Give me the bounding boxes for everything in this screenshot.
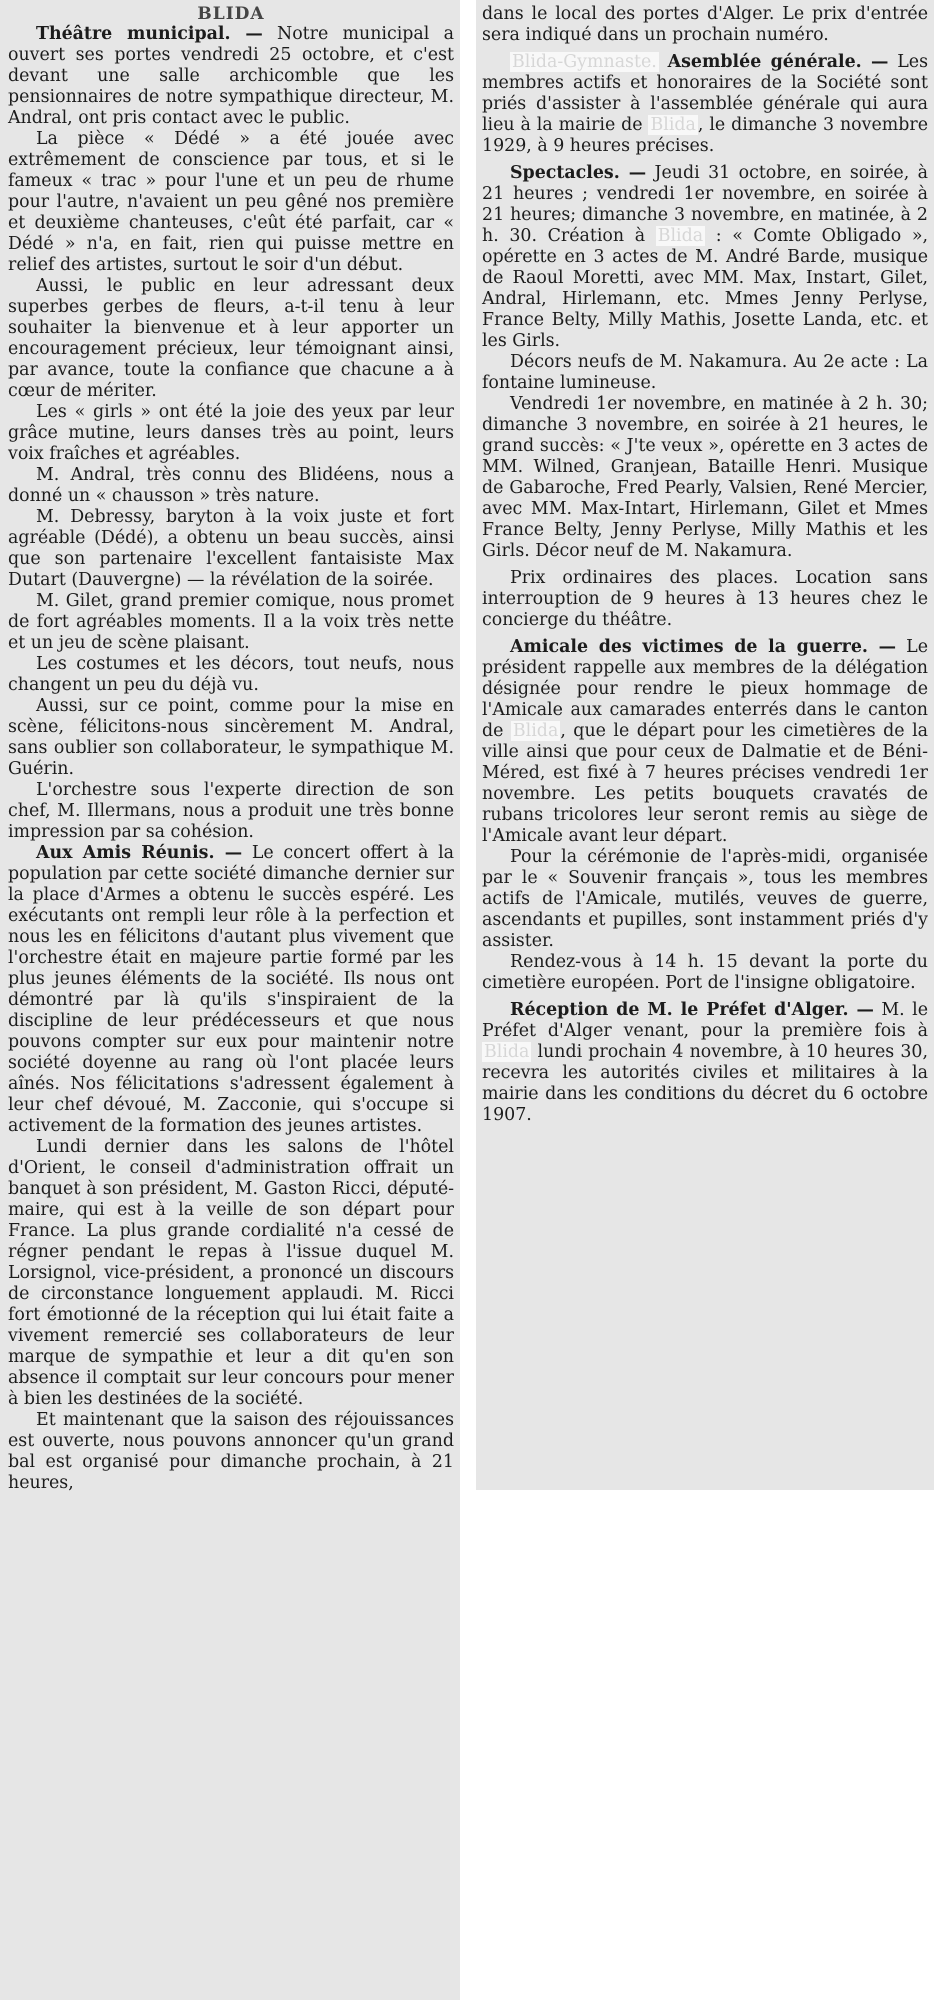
left-column <box>0 0 460 2000</box>
paragraph: M. Debressy, baryton à la voix juste et fort agréable (Dédé), a obtenu un beau succès, ainsi que son partenaire l'excellent fantaisiste Max Dutart (Dauvergne) — la révélation de la soirée. <box>8 507 454 590</box>
paragraph: Prix ordinaires des places. Location sans interrouption de 9 heures à 13 heures chez le concierge du théâtre. <box>482 568 928 630</box>
article-text: Jeudi 31 octobre, en soirée, à 21 heures ; vendredi 1er novembre, en soirée à 21 heures; dimanche 3 novembre, en matinée, à 2 h. 30. Création à <box>482 163 928 246</box>
paragraph: La pièce « Dédé » a été jouée avec extrêmement de conscience par tous, et si le fameux « trac » pour l'une et un peu de rhume pour l'autre, n'avaient un peu gêné nos première et deuxième chanteuses, c'eût été parfait, car « Dédé » n'a, en fait, rien qui puisse mettre en relief des artistes, surtout le soir d'un début. <box>8 129 454 275</box>
article-text: , que le départ pour les cimetières de la ville ainsi que pour ceux de Dalmatie et de Béni-Méred, est fixé à 7 heures précises vendredi 1er novembre. Les petits bouquets cravatés de rubans tricolores leur seront remis au siège de l'Amicale avant leur départ. <box>482 721 929 846</box>
article-prefet <box>482 1000 928 1126</box>
paragraph: Les costumes et les décors, tout neufs, nous changent un peu du déjà vu. <box>8 654 454 695</box>
redacted-highlight: Blida <box>484 1042 530 1062</box>
paragraph: Rendez-vous à 14 h. 15 devant la porte du cimetière européen. Port de l'insigne obligatoire. <box>482 952 928 993</box>
article-text: , le dimanche 3 novembre 1929, à 9 heures précises. <box>482 115 928 156</box>
paragraph: Vendredi 1er novembre, en matinée à 2 h. 30; dimanche 3 novembre, en soirée à 21 heures, le grand succès: « J'te veux », opérette en 3 actes de MM. Wilned, Granjean, Bataille Henri. Musique de Gabaroche, Fred Pearly, Valsien, René Mercier, avec MM. Max-Intart, Hirlemann, Gilet et Mmes France Belty, Jenny Perlyse, Milly Mathis et les Girls. Décor neuf de M. Nakamura. <box>482 394 928 561</box>
article-text: Le président rappelle aux membres de la délégation désignée pour rendre le pieux hommage de l'Amicale aux camarades enterrés dans le canton de <box>482 637 928 741</box>
article-text: lundi prochain 4 novembre, à 10 heures 30, recevra les autorités civiles et militaires à la mairie dans les conditions du décret du 6 octobre 1907. <box>482 1042 928 1125</box>
paragraph: Les « girls » ont été la joie des yeux par leur grâce mutine, leurs danses très au point, leurs voix fraîches et agréables. <box>8 402 454 464</box>
article-title: Spectacles. — <box>510 163 647 183</box>
masthead: BLIDA <box>197 4 265 24</box>
article-theatre <box>8 24 454 129</box>
article-title: Asemblée générale. — <box>667 52 889 72</box>
article-amis-reunis <box>8 843 454 1137</box>
article-spectacles <box>482 163 928 352</box>
paragraph: Décors neufs de M. Nakamura. Au 2e acte : La fontaine lumineuse. <box>482 352 928 393</box>
right-column <box>476 0 934 1490</box>
article-blida-gymnaste <box>482 52 928 157</box>
article-text: M. le Préfet d'Alger venant, pour la première fois à <box>482 1000 928 1041</box>
paragraph: M. Gilet, grand premier comique, nous promet de fort agréables moments. Il a la voix très nette et un jeu de scène plaisant. <box>8 591 454 653</box>
article-text: Le concert offert à la population par cette société dimanche dernier sur la place d'Armes a obtenu le succès espéré. Les exécutants ont rempli leur rôle à la perfection et nous les en félicitons d'autant plus vivement que l'orchestre était en majeure partie formé par les plus jeunes éléments de la société. Ils nous ont démontré par là qu'ils s'inspiraient de la discipline de leur prédécesseurs et que nous pouvons compter sur eux pour maintenir notre société doyenne au rang où l'ont placée leurs aînés. Nos félicitations s'adressent également à leur chef dévoué, M. Zacconie, qui s'occupe si activement de la formation des jeunes artistes. <box>8 843 454 1136</box>
article-text: : « Comte Obligado », opérette en 3 actes de M. André Barde, musique de Raoul Moretti, avec MM. Max, Instart, Gilet, Andral, Hirlemann, etc. Mmes Jenny Perlyse, France Belty, Milly Mathis, Josette Landa, etc. et les Girls. <box>482 226 928 351</box>
continued-text: dans le local des portes d'Alger. Le prix d'entrée sera indiqué dans un prochain numéro. <box>482 4 928 45</box>
redacted-highlight: Blida <box>650 115 696 135</box>
paragraph: Aussi, le public en leur adressant deux superbes gerbes de fleurs, a-t-il tenu à leur souhaiter la bienvenue et à leur apporter un encouragement précieux, leur témoignant ainsi, par avance, toute la confiance que chacune a à cœur de mériter. <box>8 276 454 401</box>
article-title: Théâtre municipal. — <box>36 24 263 44</box>
redacted-highlight: Blida <box>512 721 559 741</box>
redacted-highlight: Blida <box>657 226 704 246</box>
paragraph: Pour la cérémonie de l'après-midi, organisée par le « Souvenir français », tous les membres actifs de l'Amicale, mutilés, veuves de guerre, ascendants et pupilles, sont instamment priés d'y assister. <box>482 847 928 951</box>
paragraph: Lundi dernier dans les salons de l'hôtel d'Orient, le conseil d'administration offrait un banquet à son président, M. Gaston Ricci, député-maire, qui est à la veille de son départ pour France. La plus grande cordialité n'a cessé de régner pendant le repas à l'issue duquel M. Lorsignol, vice-président, a prononcé un discours de circonstance longuement applaudi. M. Ricci fort émotionné de la réception qui lui était faite a vivement remercié ses collaborateurs de leur marque de sympathie et leur a dit qu'en son absence il comptait sur leur concours pour mener à bien les destinées de la société. <box>8 1137 454 1409</box>
article-text: Les membres actifs et honoraires de la Société sont priés d'assister à l'assemblée générale qui aura lieu à la mairie de <box>482 52 929 135</box>
paragraph: L'orchestre sous l'experte direction de son chef, M. Illermans, nous a produit une très bonne impression par sa cohésion. <box>8 780 454 842</box>
article-text: Notre municipal a ouvert ses portes vendredi 25 octobre, et c'est devant une salle archicomble que les pensionnaires de notre sympathique directeur, M. Andral, ont pris contact avec le public. <box>8 24 454 128</box>
redacted-highlight: Blida-Gymnaste. <box>512 52 657 72</box>
paragraph: Et maintenant que la saison des réjouissances est ouverte, nous pouvons annoncer qu'un grand bal est organisé pour dimanche prochain, à 21 heures, <box>8 1410 454 1493</box>
paragraph: M. Andral, très connu des Blidéens, nous a donné un « chausson » très nature. <box>8 465 454 506</box>
article-amicale <box>482 637 928 847</box>
paragraph: Aussi, sur ce point, comme pour la mise en scène, félicitons-nous sincèrement M. Andral, sans oublier son collaborateur, le sympathique M. Guérin. <box>8 696 454 779</box>
article-title: Réception de M. le Préfet d'Alger. — <box>510 1000 874 1020</box>
article-title: Aux Amis Réunis. — <box>36 843 243 863</box>
article-title: Amicale des victimes de la guerre. — <box>510 637 897 657</box>
